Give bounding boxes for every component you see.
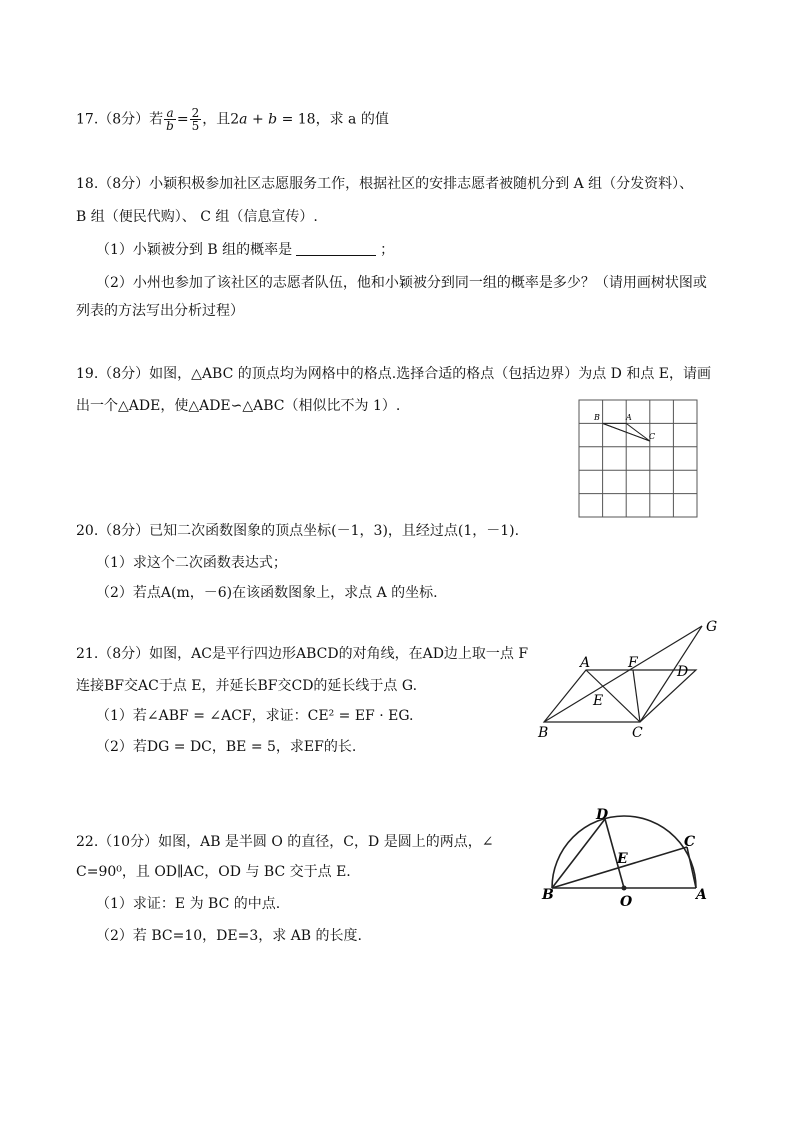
- label-c: C: [684, 834, 696, 850]
- question-20-part-1: （1）求这个二次函数表达式；: [96, 555, 287, 571]
- question-20-part-2: （2）若点A(m，－6)在该函数图象上，求点 A 的坐标.: [96, 585, 438, 601]
- parallelogram-figure: [530, 612, 730, 744]
- parallelogram-abcd: [544, 670, 696, 722]
- segment-fc: [633, 670, 640, 722]
- label-c: C: [649, 432, 656, 441]
- question-19-line-2: 出一个△ADE，使△ADE∽△ABC（相似比不为 1）.: [76, 398, 401, 414]
- question-21-part-1: （1）若∠ABF = ∠ACF，求证：CE² = EF · EG.: [96, 708, 414, 724]
- label-e: E: [593, 693, 604, 709]
- question-18-line-2: B 组（便民代购）、 C 组（信息宣传）.: [76, 209, 318, 225]
- question-21-line-2: 连接BF交AC于点 E，并延长BF交CD的延长线于点 G.: [76, 678, 418, 694]
- label-b: B: [594, 413, 600, 422]
- question-18-line-1: 18.（8分）小颖积极参加社区志愿服务工作，根据社区的安排志愿者被随机分到 A 组（分发资料）、: [76, 176, 694, 192]
- label-e: E: [617, 851, 628, 867]
- question-21-part-2: （2）若DG = DC，BE = 5，求EF的长.: [96, 739, 357, 755]
- answer-blank[interactable]: [296, 241, 376, 256]
- question-22-part-1: （1）求证：E 为 BC 的中点.: [96, 896, 281, 912]
- label-b: B: [542, 887, 554, 903]
- fraction-a-over-b: $\frac{a}{b}$: [166, 106, 174, 133]
- fraction-2-over-5: $\frac{2}{5}$: [191, 106, 200, 133]
- line-cg: [640, 626, 702, 722]
- question-19-line-1: 19.（8分）如图，△ABC 的顶点均为网格中的格点.选择合适的格点（包括边界）为点 D 和点 E，请画: [76, 366, 712, 382]
- label-f: F: [628, 655, 638, 671]
- grid-figure: [575, 396, 701, 522]
- question-22-line-1: 22.（10分）如图，AB 是半圆 O 的直径，C，D 是圆上的两点，∠: [76, 834, 494, 850]
- label-o: O: [620, 894, 633, 910]
- label-b: B: [538, 725, 549, 741]
- center-point-o: [622, 886, 627, 891]
- question-22-part-2: （2）若 BC=10，DE=3，求 AB 的长度.: [96, 928, 362, 944]
- label-a: A: [580, 655, 591, 671]
- question-18-part-2-line-1: （2）小州也参加了该社区的志愿者队伍，他和小颖被分到同一组的概率是多少？（请用画树状图或: [96, 275, 707, 291]
- label-d: D: [596, 807, 609, 823]
- label-a: A: [626, 413, 632, 422]
- semicircle-figure: [535, 800, 725, 910]
- label-a: A: [696, 887, 707, 903]
- question-22-line-2: C=90⁰，且 OD∥AC，OD 与 BC 交于点 E.: [76, 864, 351, 880]
- chord-ca: [687, 847, 696, 888]
- question-20-line-1: 20.（8分）已知二次函数图象的顶点坐标(－1，3)，且经过点(1，－1).: [76, 523, 520, 539]
- question-17: 17.（8分）若 $\frac{a}{b}$ = $\frac{2}{5}$ ，且2a + b = 18，求 a 的值: [76, 106, 389, 133]
- label-c: C: [632, 725, 643, 741]
- label-d: D: [677, 664, 689, 680]
- question-18-part-1: （1）小颖被分到 B 组的概率是 ；: [96, 242, 395, 258]
- question-21-line-1: 21.（8分）如图，AC是平行四边形ABCD的对角线，在AD边上取一点 F: [76, 646, 529, 662]
- question-18-part-2-line-2: 列表的方法写出分析过程）: [76, 303, 244, 319]
- label-g: G: [706, 619, 718, 635]
